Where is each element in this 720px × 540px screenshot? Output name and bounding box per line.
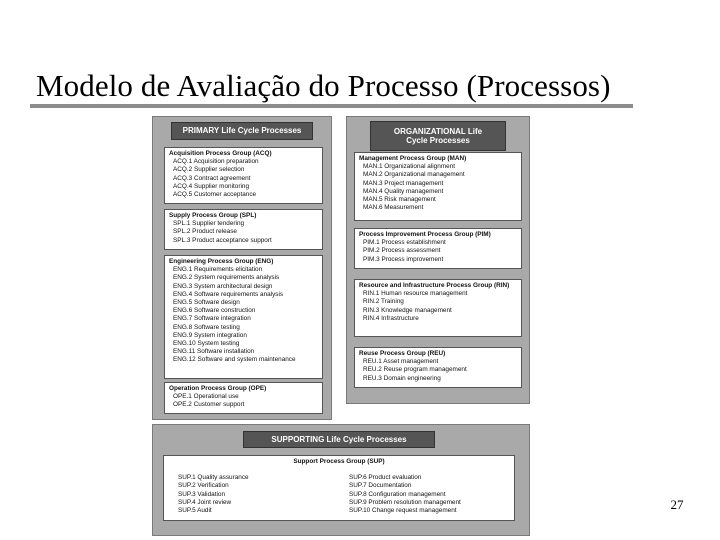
process-item: ENG.4 Software requirements analysis (173, 290, 284, 298)
process-group-spl (164, 209, 323, 250)
process-item: SUP.10 Change request management (349, 507, 457, 515)
group-title: Operation Process Group (OPE) (169, 385, 267, 392)
process-group-pim (354, 228, 522, 269)
process-item: ACQ.2 Supplier selection (173, 166, 245, 174)
process-item: REU.2 Reuse program management (363, 366, 467, 374)
process-item: SUP.2 Verification (178, 482, 229, 490)
process-item: ENG.2 System requirements analysis (173, 274, 280, 282)
process-item: SUP.9 Problem resolution management (349, 498, 461, 506)
process-item: MAN.4 Quality management (363, 187, 444, 195)
process-item: RIN.2 Training (363, 298, 404, 306)
process-item: SPL.2 Product release (173, 228, 237, 236)
process-group-reu (354, 347, 522, 388)
slide-title: Modelo de Avaliação do Processo (Processos) (36, 68, 611, 103)
process-item: ENG.7 Software integration (173, 315, 251, 323)
process-item: MAN.5 Risk management (363, 196, 436, 204)
process-item: ENG.9 System integration (173, 331, 247, 339)
process-item: RIN.4 Infrastructure (363, 314, 419, 322)
process-group-ope (164, 382, 323, 414)
process-group-rin (354, 279, 522, 337)
group-title: Supply Process Group (SPL) (169, 212, 257, 219)
process-item: OPE.1 Operational use (173, 393, 239, 401)
process-item: ACQ.1 Acquisition preparation (173, 158, 259, 166)
process-item: ENG.12 Software and system maintenance (173, 356, 296, 364)
process-item: MAN.1 Organizational alignment (363, 163, 455, 171)
supporting-processes-panel (152, 424, 530, 536)
process-item: MAN.2 Organizational management (363, 171, 465, 179)
process-item: ENG.10 System testing (173, 340, 240, 348)
process-item: PIM.2 Process assessment (363, 247, 441, 255)
process-item: SUP.5 Audit (178, 507, 212, 515)
process-item: PIM.1 Process establishment (363, 239, 446, 247)
supporting-panel-header: SUPPORTING Life Cycle Processes (243, 431, 435, 448)
process-item: ENG.5 Software design (173, 299, 240, 307)
group-title: Resource and Infrastructure Process Group (RIN) (359, 282, 510, 289)
process-item: ENG.6 Software construction (173, 307, 256, 315)
process-item: SUP.8 Configuration management (349, 490, 446, 498)
process-item: ACQ.5 Customer acceptance (173, 191, 257, 199)
process-item: SPL.3 Product acceptance support (173, 236, 272, 244)
process-item: ENG.8 Software testing (173, 323, 240, 331)
title-underline (30, 104, 633, 108)
process-item: PIM.3 Process improvement (363, 255, 444, 263)
group-title: Management Process Group (MAN) (359, 155, 467, 162)
group-title: Acquisition Process Group (ACQ) (169, 150, 272, 157)
organizational-header-line1: ORGANIZATIONAL Life (393, 126, 483, 136)
process-item: ENG.1 Requirements elicitation (173, 266, 263, 274)
process-group-eng (164, 255, 323, 379)
process-item: MAN.6 Measurement (363, 204, 424, 212)
process-item: ACQ.4 Supplier monitoring (173, 182, 250, 190)
process-item: SUP.7 Documentation (349, 482, 412, 490)
sup-column-1 (168, 474, 339, 515)
group-title: Process Improvement Process Group (PIM) (359, 231, 491, 238)
page-number: 27 (670, 497, 684, 512)
process-item: RIN.1 Human resource management (363, 290, 468, 298)
process-item: ACQ.3 Contract agreement (173, 174, 251, 182)
group-title: Engineering Process Group (ENG) (169, 258, 274, 265)
organizational-panel-header (370, 121, 506, 151)
process-group-sup (163, 455, 515, 521)
process-group-acq (164, 147, 323, 204)
group-title: Support Process Group (SUP) (293, 458, 385, 465)
process-item: ENG.11 Software installation (173, 348, 255, 356)
process-item: SUP.1 Quality assurance (178, 474, 249, 482)
group-title: Reuse Process Group (REU) (359, 350, 446, 357)
process-item: ENG.3 System architectural design (173, 282, 273, 290)
process-item: REU.3 Domain engineering (363, 374, 441, 382)
sup-column-2 (339, 474, 510, 515)
primary-processes-panel (152, 116, 332, 420)
process-item: SUP.6 Product evaluation (349, 474, 422, 482)
organizational-header-line2: Cycle Processes (406, 136, 470, 145)
process-group-man (354, 152, 522, 221)
process-item: SPL.1 Supplier tendering (173, 220, 245, 228)
organizational-processes-panel (346, 116, 530, 404)
process-item: OPE.2 Customer support (173, 401, 245, 409)
process-item: SUP.3 Validation (178, 490, 226, 498)
process-item: REU.1 Asset management (363, 358, 439, 366)
process-item: MAN.3 Project management (363, 179, 444, 187)
primary-panel-header: PRIMARY Life Cycle Processes (171, 122, 313, 140)
process-item: SUP.4 Joint review (178, 498, 232, 506)
process-item: RIN.3 Knowledge management (363, 306, 452, 314)
